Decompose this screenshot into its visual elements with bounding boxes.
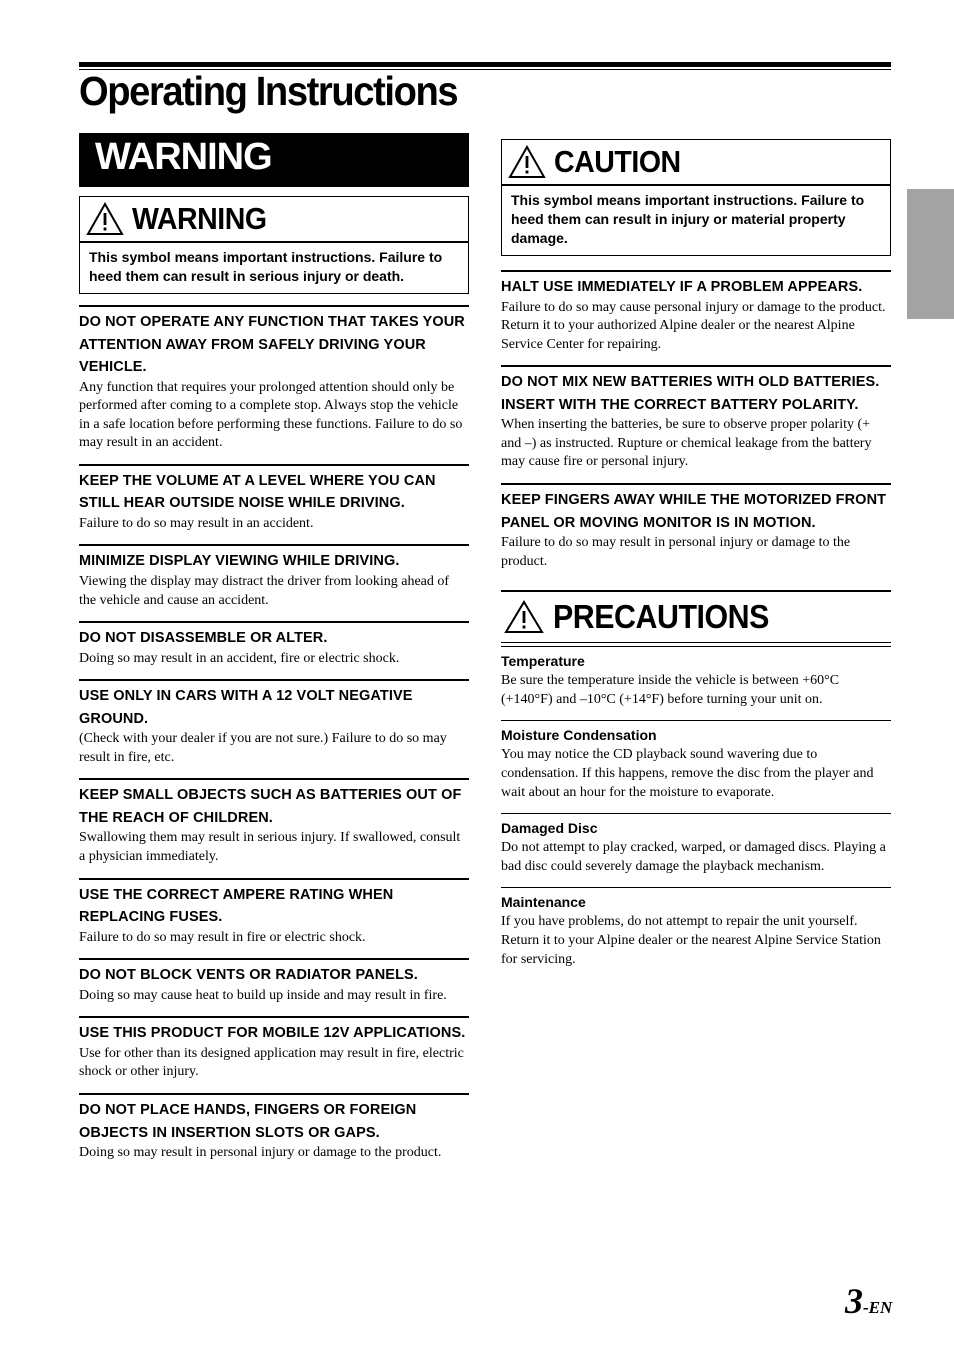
section-body: Use for other than its designed application may result in fire, electric shock or other injury.	[79, 1045, 464, 1080]
section-body: Any function that requires your prolonged attention should only be performed after coming to a complete stop. Always stop the vehicle in a safe location before performing these functions. Failure to do so may result in an accident.	[79, 379, 463, 451]
precaution-item	[501, 646, 891, 709]
section-body: (Check with your dealer if you are not sure.) Failure to do so may result in fire, etc.	[79, 731, 447, 765]
precaution-item	[501, 720, 891, 802]
section-title: USE ONLY IN CARS WITH A 12 VOLT NEGATIVE GROUND.	[79, 688, 413, 727]
warning-section	[79, 1093, 469, 1163]
warning-section	[79, 621, 469, 668]
section-body: Failure to do so may result in an accident.	[79, 515, 314, 531]
precaution-item	[501, 887, 891, 969]
caution-section	[501, 365, 891, 472]
caution-notice-text: This symbol means important instructions. Failure to heed them can result in injury or material property damage.	[511, 192, 865, 246]
section-title: HALT USE IMMEDIATELY IF A PROBLEM APPEARS.	[501, 279, 863, 295]
precaution-title: Damaged Disc	[501, 820, 598, 837]
precaution-body: You may notice the CD playback sound wavering due to condensation. If this happens, remove the disc from the player and wait about an hour for the moisture to evaporate.	[501, 747, 874, 800]
warning-banner: WARNING	[79, 133, 469, 187]
section-body: Failure to do so may result in fire or electric shock.	[79, 929, 366, 945]
section-body: Doing so may result in an accident, fire or electric shock.	[79, 650, 400, 666]
caution-notice-box	[501, 139, 891, 256]
precaution-item	[501, 813, 891, 876]
precautions-header	[501, 590, 891, 643]
section-body: Doing so may result in personal injury or damage to the product.	[79, 1145, 442, 1160]
precaution-body: Do not attempt to play cracked, warped, or damaged discs. Playing a bad disc could severely damage the playback mechanism.	[501, 840, 886, 874]
warning-section	[79, 1016, 469, 1082]
warning-notice-text: This symbol means important instructions. Failure to heed them can result in serious injury or death.	[89, 249, 443, 284]
section-title: MINIMIZE DISPLAY VIEWING WHILE DRIVING.	[79, 553, 400, 570]
precautions-heading: PRECAUTIONS	[553, 598, 769, 636]
section-title: USE THIS PRODUCT FOR MOBILE 12V APPLICATIONS.	[79, 1025, 466, 1042]
precaution-body: Be sure the temperature inside the vehicle is between +60°C (+140°F) and –10°C (+14°F) before turning your unit on.	[501, 673, 840, 707]
section-title: KEEP FINGERS AWAY WHILE THE MOTORIZED FRONT PANEL OR MOVING MONITOR IS IN MOTION.	[501, 492, 887, 531]
caution-section	[501, 483, 891, 571]
warning-section	[79, 464, 469, 534]
section-body: Doing so may cause heat to build up inside and may result in fire.	[79, 987, 447, 1003]
precaution-body: If you have problems, do not attempt to repair the unit yourself. Return it to your Alpine dealer or the nearest Alpine Service Station for servicing.	[501, 914, 881, 967]
warning-section	[79, 778, 469, 866]
precautions-triangle-icon	[504, 600, 544, 634]
warning-notice-header	[80, 197, 468, 243]
top-rule	[79, 62, 891, 67]
warning-section	[79, 544, 469, 610]
precaution-title: Maintenance	[501, 894, 586, 911]
section-body: Swallowing them may result in serious injury. If swallowed, consult a physician immediately.	[79, 830, 461, 865]
right-column	[501, 139, 891, 969]
section-body: Failure to do so may cause personal injury or damage to the product. Return it to your authorized Alpine dealer or the nearest Alpine Service Center for repairing.	[501, 299, 886, 352]
page-number	[845, 1280, 892, 1322]
warning-notice-box	[79, 196, 469, 294]
warning-section	[79, 679, 469, 767]
section-body: Failure to do so may result in personal injury or damage to the product.	[501, 535, 851, 569]
section-title: DO NOT OPERATE ANY FUNCTION THAT TAKES YOUR ATTENTION AWAY FROM SAFELY DRIVING YOUR VEHICLE.	[79, 314, 465, 375]
section-title: DO NOT DISASSEMBLE OR ALTER.	[79, 630, 328, 647]
left-column	[79, 196, 469, 1163]
caution-triangle-icon	[508, 145, 546, 179]
warning-section	[79, 305, 469, 453]
section-title: KEEP THE VOLUME AT A LEVEL WHERE YOU CAN STILL HEAR OUTSIDE NOISE WHILE DRIVING.	[79, 472, 436, 512]
precaution-title: Moisture Condensation	[501, 727, 657, 744]
section-title: DO NOT BLOCK VENTS OR RADIATOR PANELS.	[79, 967, 418, 984]
warning-section	[79, 878, 469, 948]
side-tab	[907, 189, 954, 319]
warning-heading: WARNING	[132, 201, 267, 236]
page-number-digit: 3	[845, 1281, 863, 1321]
section-title: USE THE CORRECT AMPERE RATING WHEN REPLACING FUSES.	[79, 886, 394, 926]
section-title: DO NOT MIX NEW BATTERIES WITH OLD BATTERIES. INSERT WITH THE CORRECT BATTERY POLARITY.	[501, 374, 880, 413]
warning-section	[79, 958, 469, 1005]
section-title: DO NOT PLACE HANDS, FINGERS OR FOREIGN OBJECTS IN INSERTION SLOTS OR GAPS.	[79, 1102, 417, 1141]
section-body: When inserting the batteries, be sure to observe proper polarity (+ and –) as instructed. Rupture or chemical leakage from the battery may cause fire or personal injury.	[501, 417, 872, 470]
precaution-title: Temperature	[501, 653, 585, 670]
caution-notice-header	[502, 140, 890, 186]
caution-section	[501, 270, 891, 354]
warning-triangle-icon	[86, 202, 124, 236]
section-title: KEEP SMALL OBJECTS SUCH AS BATTERIES OUT OF THE REACH OF CHILDREN.	[79, 787, 462, 826]
page-number-suffix: -EN	[863, 1298, 893, 1317]
section-body: Viewing the display may distract the driver from looking ahead of the vehicle and cause an accident.	[79, 573, 450, 608]
caution-heading: CAUTION	[554, 144, 681, 179]
page-title: Operating Instructions	[79, 68, 458, 114]
